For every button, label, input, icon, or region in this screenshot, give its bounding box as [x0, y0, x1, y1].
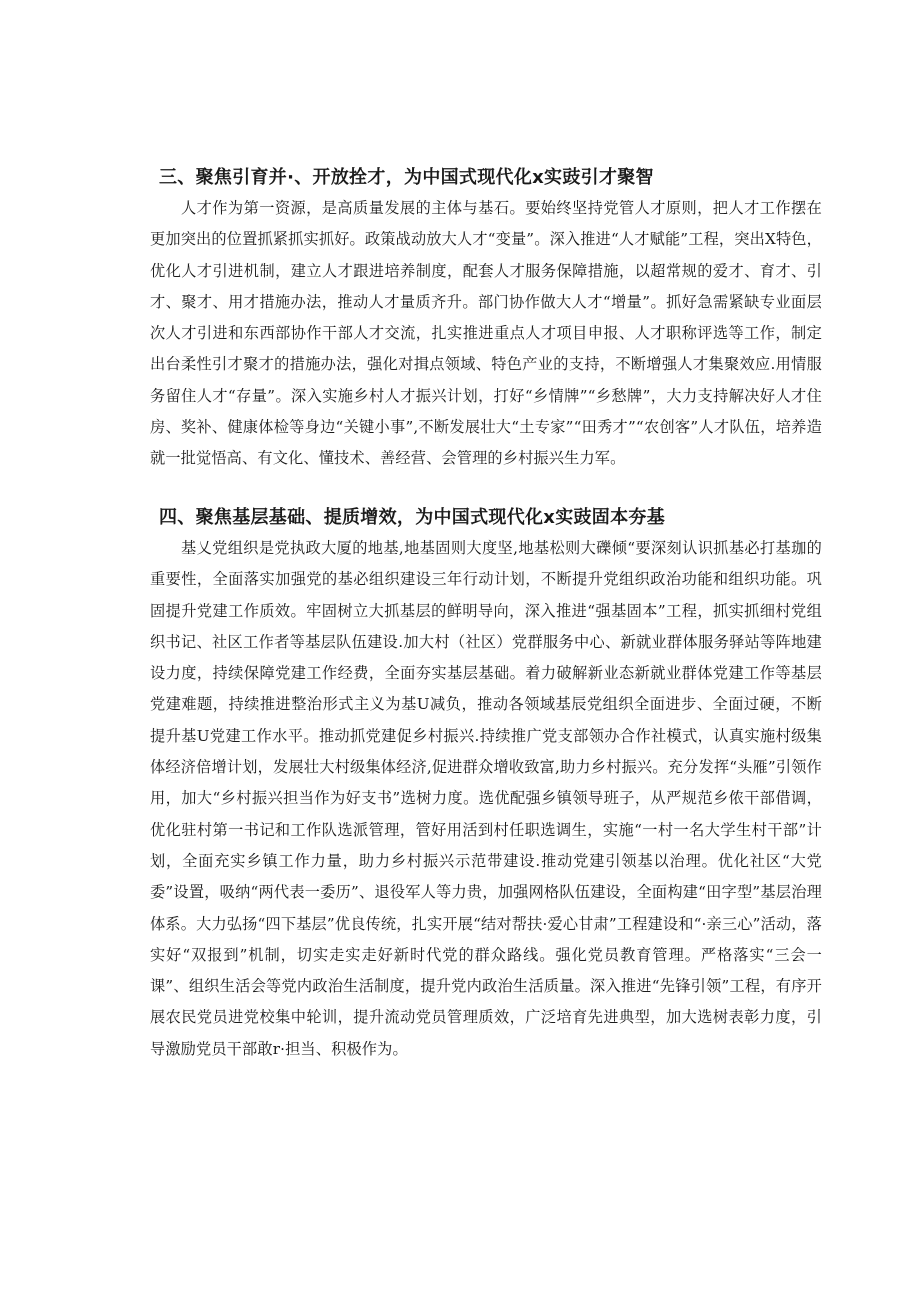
section-paragraph: 人才作为第一资源，是高质量发展的主体与基石。要始终坚持党管人才原则，把人才工作摆在更加突出的位置抓紧抓实抓好。政策战动放大人才“变量”。深入推进“人才赋能”工程，突出X特色，优化人才引进机制，建立人才跟进培养制度，配套人才服务保障措施，以超常规的爱才、育才、引才、聚才、用才措施办法，推动人才量质齐升。部门协作做大人才“增量”。抓好急需紧缺专业面层次人才引进和东西部协作干部人才交流，扎实推进重点人才项目申报、人才职称评选等工作，制定出台柔性引才聚才的措施办法，强化对揖点领域、特色产业的支持，不断增强人才集聚效应.用情服务留住人才“存量”。深入实施乡村人才振兴计划，打好“乡情牌”“乡愁牌”，大力支持解决好人才住房、奖补、健康体检等身边“关键小事”,不断发展壮大“土专家”“田秀才”“农创客”人才队伍，培养造就一批觉悟高、有文化、懂技术、善经营、会管理的乡村振兴生力军。: [150, 199, 822, 468]
section-grassroots: [150, 505, 822, 1065]
section-paragraph: 基乂党组织是党执政大厦的地基,地基固则大度坚,地基松则大礫倾“要深刻认识抓基必打基珈的重要性，全面落实加强党的基必组织建设三年行动计划，不断提升党组织政治功能和组织功能。巩固提升党建工作质效。牢固树立大抓基层的鲜明导向，深入推进“强基固本”工程，抓实抓细村党组织书记、社区工作者等基层队伍建设.加大村（社区）党群服务中心、新就业群体服务驿站等阵地建设力度，持续保障党建工作经费，全面夯实基层基础。着力破解新业态新就业群体党建工作等基层党建难题，持续推进整治形式主义为基U减负，推动各领域基辰党组织全面进步、全面过硬，不断提升基U党建工作水平。推动抓党建促乡村振兴.持续推广党支部领办合作社模式，认真实施村级集体经济倍增计划，发展壮大村级集体经济,促进群众增收致富,助力乡村振兴。充分发挥“头雁”引领作用，加大“乡村振兴担当作为好支书”选树力度。选优配强乡镇领导班子，从严规范乡侬干部借调，优化驻村第一书记和工作队选派管理，管好用活到村任职选调生，实施“一村一名大学生村干部”计划，全面充实乡镇工作力量，助力乡村振兴示范带建设.推动党建引领基以治理。优化社区“大党委”设置，吸纳“两代表一委历”、退役军人等力贵，加强网格队伍建设，全面构建“田字型”基层治理体系。大力弘扬“四下基层”优良传统，扎实开展“结对帮扶·爱心甘肃”工程建设和“·亲三心”活动，落实好“双报到”机制，切实走实走好新时代党的群众路线。强化党员教育管理。严格落实“三会一课”、组织生活会等党内政治生活制度，提升党内政治生活质量。深入推进“先锋引领”工程，有序开展农民党员进党校集中轮训，提升流动党员管理质效，广泛培育先进典型，加大选树表彰力度，引导激励党员干部敢r·担当、积极作为。: [150, 539, 822, 1058]
section-heading: 四、聚焦基层基础、提质增效，为中国式现代化x实豉固本夯基: [159, 507, 666, 528]
section-talent: [150, 165, 822, 475]
section-heading: 三、聚焦引育并·、开放拴才，为中国式现代化x实豉引才聚智: [159, 167, 654, 188]
